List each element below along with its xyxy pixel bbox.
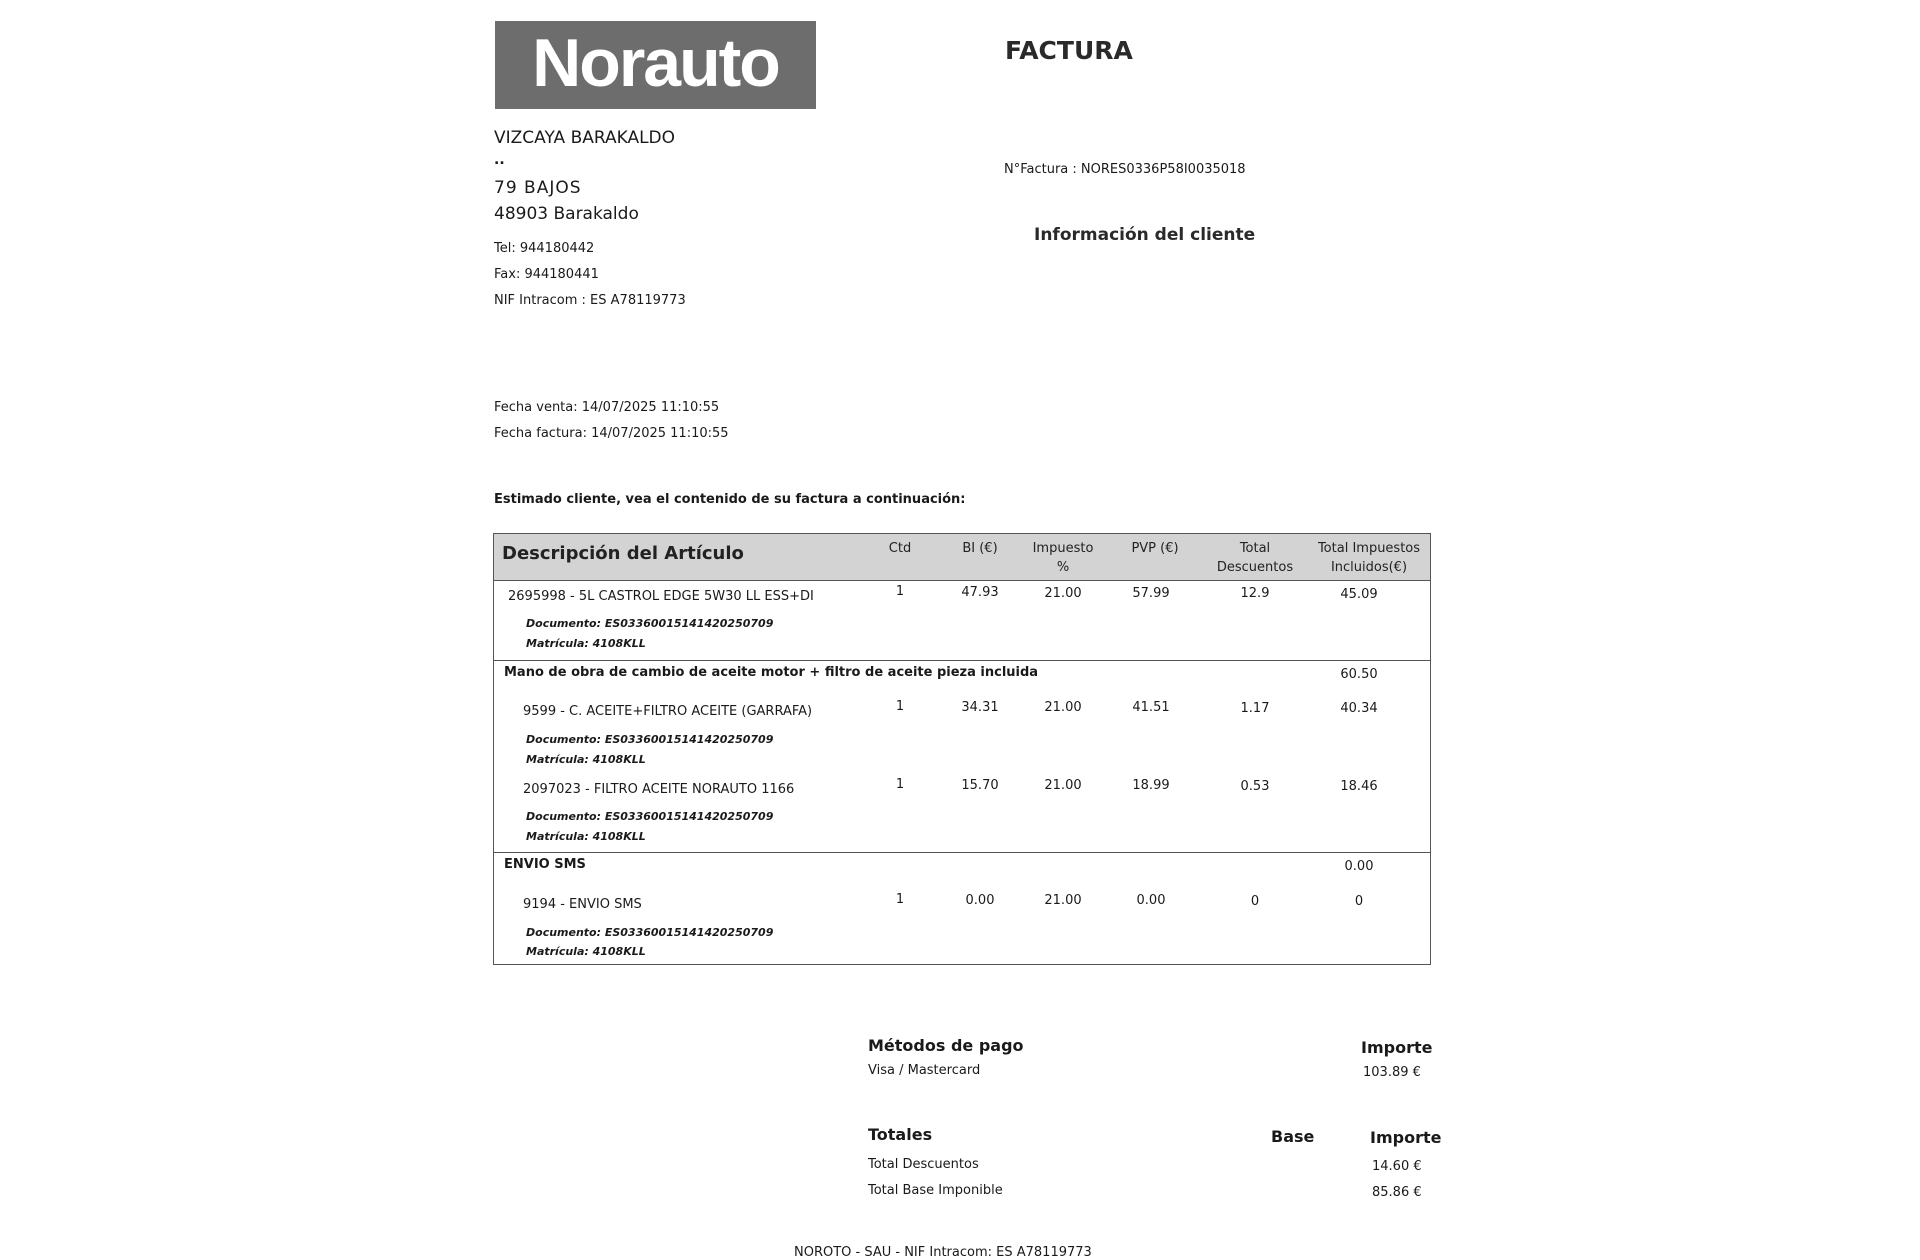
header-pvp: PVP (€) — [1131, 541, 1179, 556]
group-total: 0.00 — [1344, 859, 1374, 874]
store-address-line2: 48903 Barakaldo — [494, 204, 639, 224]
intro-text: Estimado cliente, vea el contenido de su factura a continuación: — [494, 492, 966, 507]
item-total: 45.09 — [1340, 587, 1378, 602]
norauto-logo — [495, 21, 816, 109]
item-plate: Matrícula: 4108KLL — [526, 753, 646, 766]
total-taxable-label: Total Base Imponible — [868, 1183, 1003, 1198]
item-description: 2097023 - FILTRO ACEITE NORAUTO 1166 — [523, 782, 795, 797]
item-total: 0 — [1354, 894, 1364, 909]
group-total: 60.50 — [1340, 667, 1378, 682]
group-label: Mano de obra de cambio de aceite motor + filtro de aceite pieza incluida — [504, 665, 1039, 680]
payment-amount: 103.89 € — [1363, 1065, 1421, 1080]
item-discount: 0 — [1250, 894, 1260, 909]
total-discounts-label: Total Descuentos — [868, 1157, 979, 1172]
total-taxable-value: 85.86 € — [1372, 1185, 1422, 1200]
header-discounts: Total Descuentos — [1216, 541, 1294, 575]
invoice-title: FACTURA — [1005, 36, 1133, 65]
item-pvp: 0.00 — [1136, 893, 1166, 908]
item-qty: 1 — [895, 584, 905, 599]
footer-company: NOROTO - SAU - NIF Intracom: ES A78119773 — [794, 1245, 1092, 1260]
item-pvp: 41.51 — [1132, 700, 1170, 715]
header-description: Descripción del Artículo — [502, 543, 744, 564]
item-tax: 21.00 — [1044, 586, 1082, 601]
item-description: 9599 - C. ACEITE+FILTRO ACEITE (GARRAFA) — [523, 704, 813, 719]
item-document: Documento: ES03360015141420250709 — [526, 733, 774, 746]
item-plate: Matrícula: 4108KLL — [526, 945, 646, 958]
item-bi: 47.93 — [961, 585, 999, 600]
item-description: 9194 - ENVIO SMS — [523, 897, 642, 912]
item-document: Documento: ES03360015141420250709 — [526, 810, 774, 823]
totals-base-header: Base — [1271, 1127, 1315, 1146]
item-bi: 15.70 — [961, 778, 999, 793]
item-plate: Matrícula: 4108KLL — [526, 637, 646, 650]
store-address-dots: .. — [494, 152, 505, 168]
totals-title: Totales — [868, 1125, 933, 1144]
items-table — [493, 533, 1431, 965]
group-label: ENVIO SMS — [504, 857, 586, 872]
store-address-line1: 79 BAJOS — [494, 178, 582, 198]
header-bi: BI (€) — [962, 541, 998, 556]
item-tax: 21.00 — [1044, 893, 1082, 908]
row-divider — [494, 660, 1430, 661]
total-discounts-value: 14.60 € — [1372, 1159, 1422, 1174]
payment-method: Visa / Mastercard — [868, 1063, 981, 1078]
item-document: Documento: ES03360015141420250709 — [526, 926, 774, 939]
item-pvp: 57.99 — [1132, 586, 1170, 601]
store-fax: Fax: 944180441 — [494, 267, 599, 282]
item-total: 18.46 — [1340, 779, 1378, 794]
item-total: 40.34 — [1340, 701, 1378, 716]
item-bi: 0.00 — [965, 893, 995, 908]
item-discount: 1.17 — [1240, 701, 1270, 716]
item-plate: Matrícula: 4108KLL — [526, 830, 646, 843]
item-discount: 0.53 — [1240, 779, 1270, 794]
payment-methods-title: Métodos de pago — [868, 1036, 1024, 1055]
invoice-date: Fecha factura: 14/07/2025 11:10:55 — [494, 426, 729, 441]
header-tax: Impuesto % — [1032, 541, 1094, 575]
table-header — [494, 534, 1430, 581]
row-divider — [494, 852, 1430, 853]
header-total: Total Impuestos Incluidos(€) — [1317, 541, 1421, 575]
logo-text: Norauto — [532, 25, 779, 101]
item-qty: 1 — [895, 699, 905, 714]
store-name: VIZCAYA BARAKALDO — [494, 128, 676, 148]
item-document: Documento: ES03360015141420250709 — [526, 617, 774, 630]
payment-amount-header: Importe — [1361, 1038, 1433, 1057]
item-qty: 1 — [895, 892, 905, 907]
store-nif: NIF Intracom : ES A78119773 — [494, 293, 686, 308]
totals-amount-header: Importe — [1370, 1128, 1442, 1147]
sale-date: Fecha venta: 14/07/2025 11:10:55 — [494, 400, 720, 415]
item-description: 2695998 - 5L CASTROL EDGE 5W30 LL ESS+DI — [508, 589, 814, 604]
item-qty: 1 — [895, 777, 905, 792]
item-tax: 21.00 — [1044, 700, 1082, 715]
item-bi: 34.31 — [961, 700, 999, 715]
item-discount: 12.9 — [1240, 586, 1270, 601]
invoice-number: N°Factura : NORES0336P58I0035018 — [1004, 162, 1246, 177]
item-tax: 21.00 — [1044, 778, 1082, 793]
client-info-title: Información del cliente — [1034, 225, 1256, 245]
header-qty: Ctd — [888, 541, 912, 556]
store-tel: Tel: 944180442 — [494, 241, 595, 256]
item-pvp: 18.99 — [1132, 778, 1170, 793]
